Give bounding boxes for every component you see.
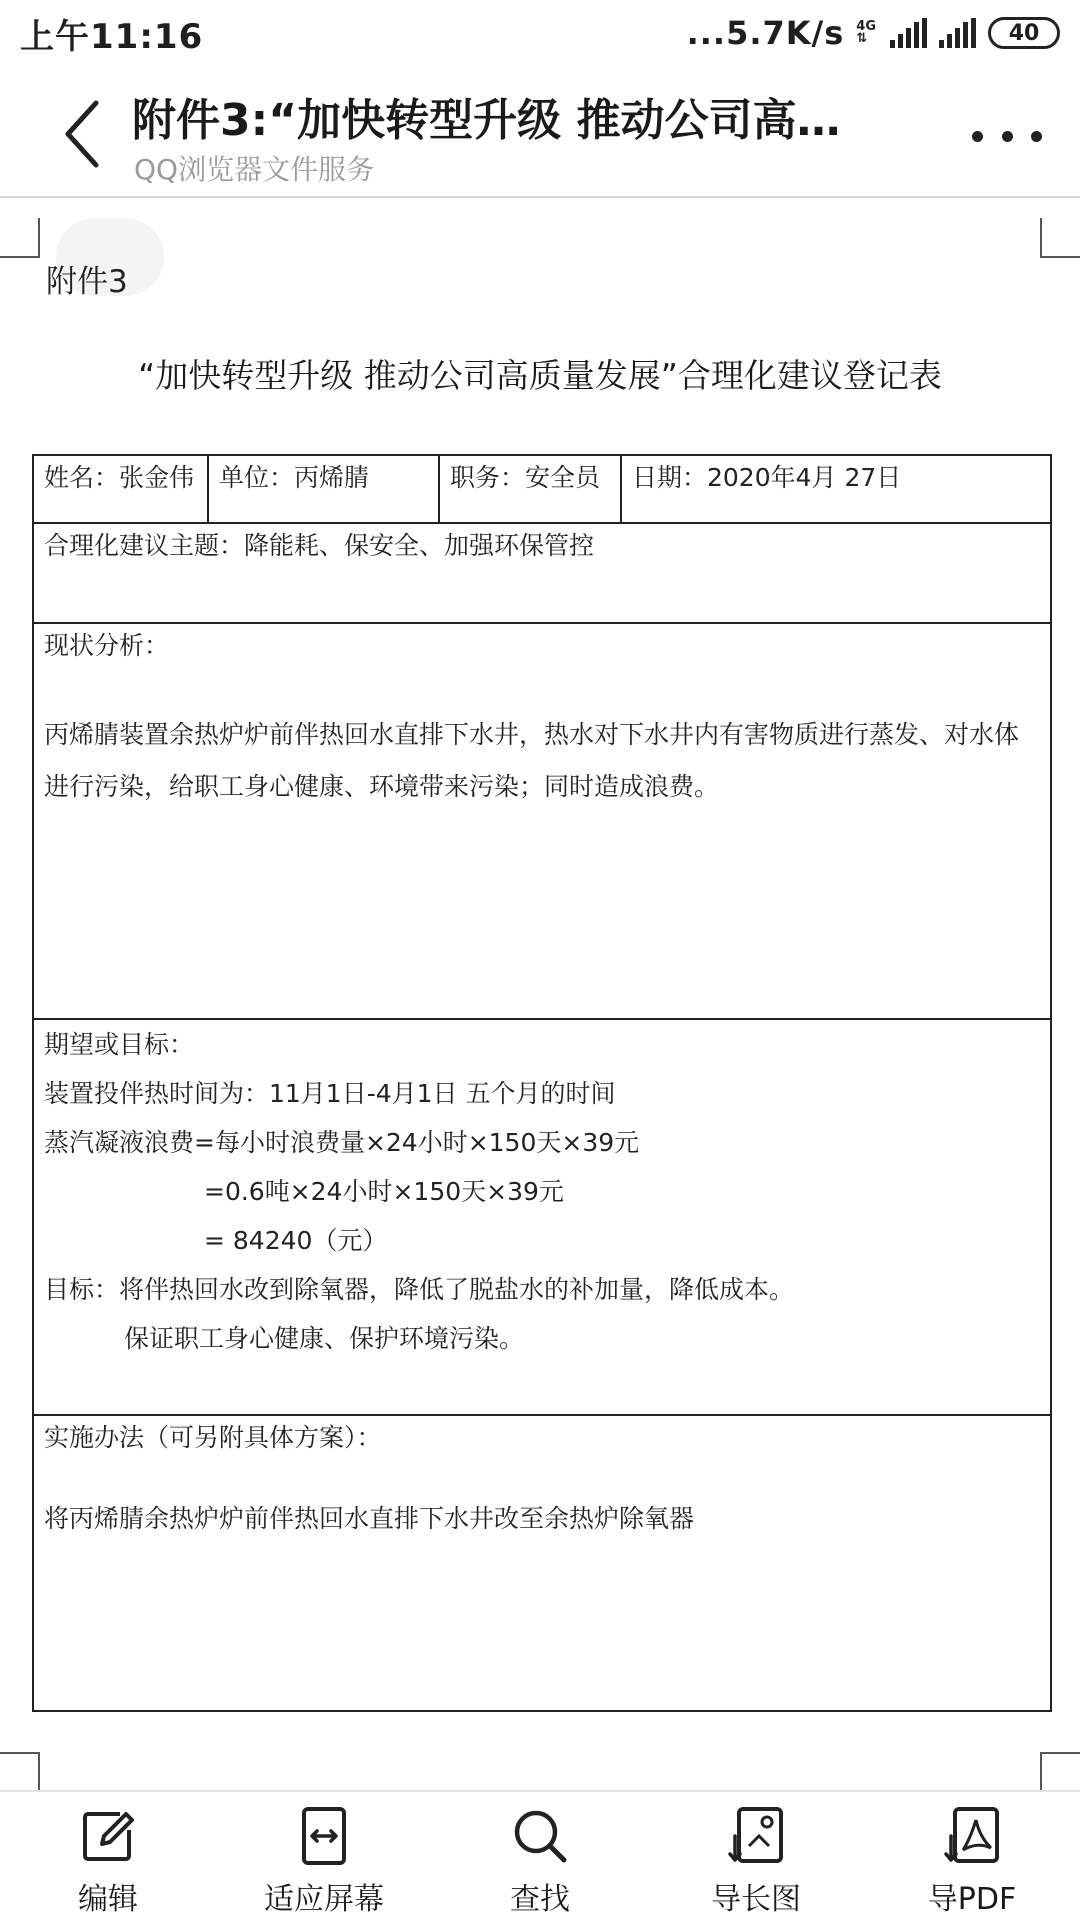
position-cell: 职务：安全员 [439, 455, 621, 523]
edit-icon [78, 1806, 138, 1866]
signal-strength-icon [890, 18, 927, 48]
find-label: 查找 [510, 1882, 570, 1917]
status-analysis-text: 丙烯腈装置余热炉炉前伴热回水直排下水井，热水对下水井内有害物质进行蒸发、对水体进行污染，给职工身心健康、环境带来污染；同时造成浪费。 [44, 719, 1020, 801]
goal-line-formula: 蒸汽凝液浪费=每小时浪费量×24小时×150天×39元 [44, 1128, 640, 1157]
goal-line-target-2: 保证职工身心健康、保护环境污染。 [124, 1324, 525, 1353]
long-image-icon [726, 1806, 786, 1866]
suggestion-form-table [32, 454, 1052, 1712]
crop-mark-bottom-right [1040, 1752, 1080, 1792]
edit-button[interactable] [8, 1806, 208, 1918]
export-long-image-button[interactable] [656, 1806, 856, 1918]
name-cell: 姓名：张金伟 [33, 455, 208, 523]
goal-heading: 期望或目标： [44, 1030, 195, 1059]
chevron-left-icon [62, 99, 102, 169]
export-long-image-label: 导长图 [711, 1882, 801, 1917]
topic-cell: 合理化建议主题：降能耗、保安全、加强环保管控 [33, 523, 1051, 623]
battery-icon [988, 17, 1060, 49]
more-dot-3 [1031, 131, 1042, 142]
table-row [33, 523, 1051, 623]
goal-line-period: 装置投伴热时间为：11月1日-4月1日 五个月的时间 [44, 1079, 616, 1108]
status-time: 上午11:16 [20, 16, 204, 57]
method-heading: 实施办法（可另附具体方案）： [44, 1423, 382, 1452]
date-cell: 日期：2020年4月 27日 [621, 455, 1051, 523]
network-speed: ...5.7K/s [686, 14, 845, 52]
goal-cell [33, 1019, 1051, 1415]
fit-screen-icon [294, 1806, 354, 1866]
status-bar [0, 0, 1080, 66]
fit-screen-label: 适应屏幕 [264, 1882, 384, 1917]
attachment-label: 附件3 [46, 264, 128, 300]
edit-label: 编辑 [78, 1882, 138, 1917]
more-dots-icon [972, 131, 983, 142]
network-type-label: 4G [856, 19, 876, 34]
unit-cell: 单位：丙烯腈 [208, 455, 439, 523]
export-pdf-button[interactable] [872, 1806, 1072, 1918]
crop-mark-bottom-left [0, 1752, 40, 1792]
goal-line-target: 目标：将伴热回水改到除氧器，降低了脱盐水的补加量，降低成本。 [44, 1275, 795, 1304]
goal-line-calc: =0.6吨×24小时×150天×39元 [204, 1177, 564, 1206]
table-row [33, 455, 1051, 523]
status-analysis-cell [33, 623, 1051, 1019]
page-title: 附件3:“加快转型升级 推动公司高… [132, 95, 841, 146]
fit-screen-button[interactable] [224, 1806, 424, 1918]
bottom-toolbar [0, 1790, 1080, 1920]
document-title: “加快转型升级 推动公司高质量发展”合理化建议登记表 [138, 356, 942, 395]
status-analysis-heading: 现状分析： [44, 631, 170, 660]
status-indicators [687, 14, 1060, 52]
crop-mark-top-right [1040, 218, 1080, 258]
more-options-button[interactable] [972, 116, 1042, 156]
page-subtitle: QQ浏览器文件服务 [134, 153, 375, 186]
export-pdf-label: 导PDF [927, 1882, 1017, 1917]
network-type-badge [856, 21, 876, 45]
table-row [33, 1415, 1051, 1711]
back-button[interactable] [52, 96, 112, 172]
data-arrows-icon: ⇅ [856, 31, 868, 46]
table-row [33, 1019, 1051, 1415]
search-icon [510, 1806, 570, 1866]
document-page[interactable] [0, 200, 1080, 1790]
method-cell [33, 1415, 1051, 1711]
find-button[interactable] [440, 1806, 640, 1918]
method-text: 将丙烯腈余热炉炉前伴热回水直排下水井改至余热炉除氧器 [44, 1503, 695, 1533]
signal-strength-icon-2 [939, 18, 976, 48]
table-row [33, 623, 1051, 1019]
more-dot-2 [1002, 131, 1013, 142]
goal-line-result: = 84240（元） [204, 1226, 388, 1255]
pdf-icon [942, 1806, 1002, 1866]
title-bar [0, 66, 1080, 198]
battery-level: 40 [1008, 20, 1040, 46]
crop-mark-top-left [0, 218, 40, 258]
